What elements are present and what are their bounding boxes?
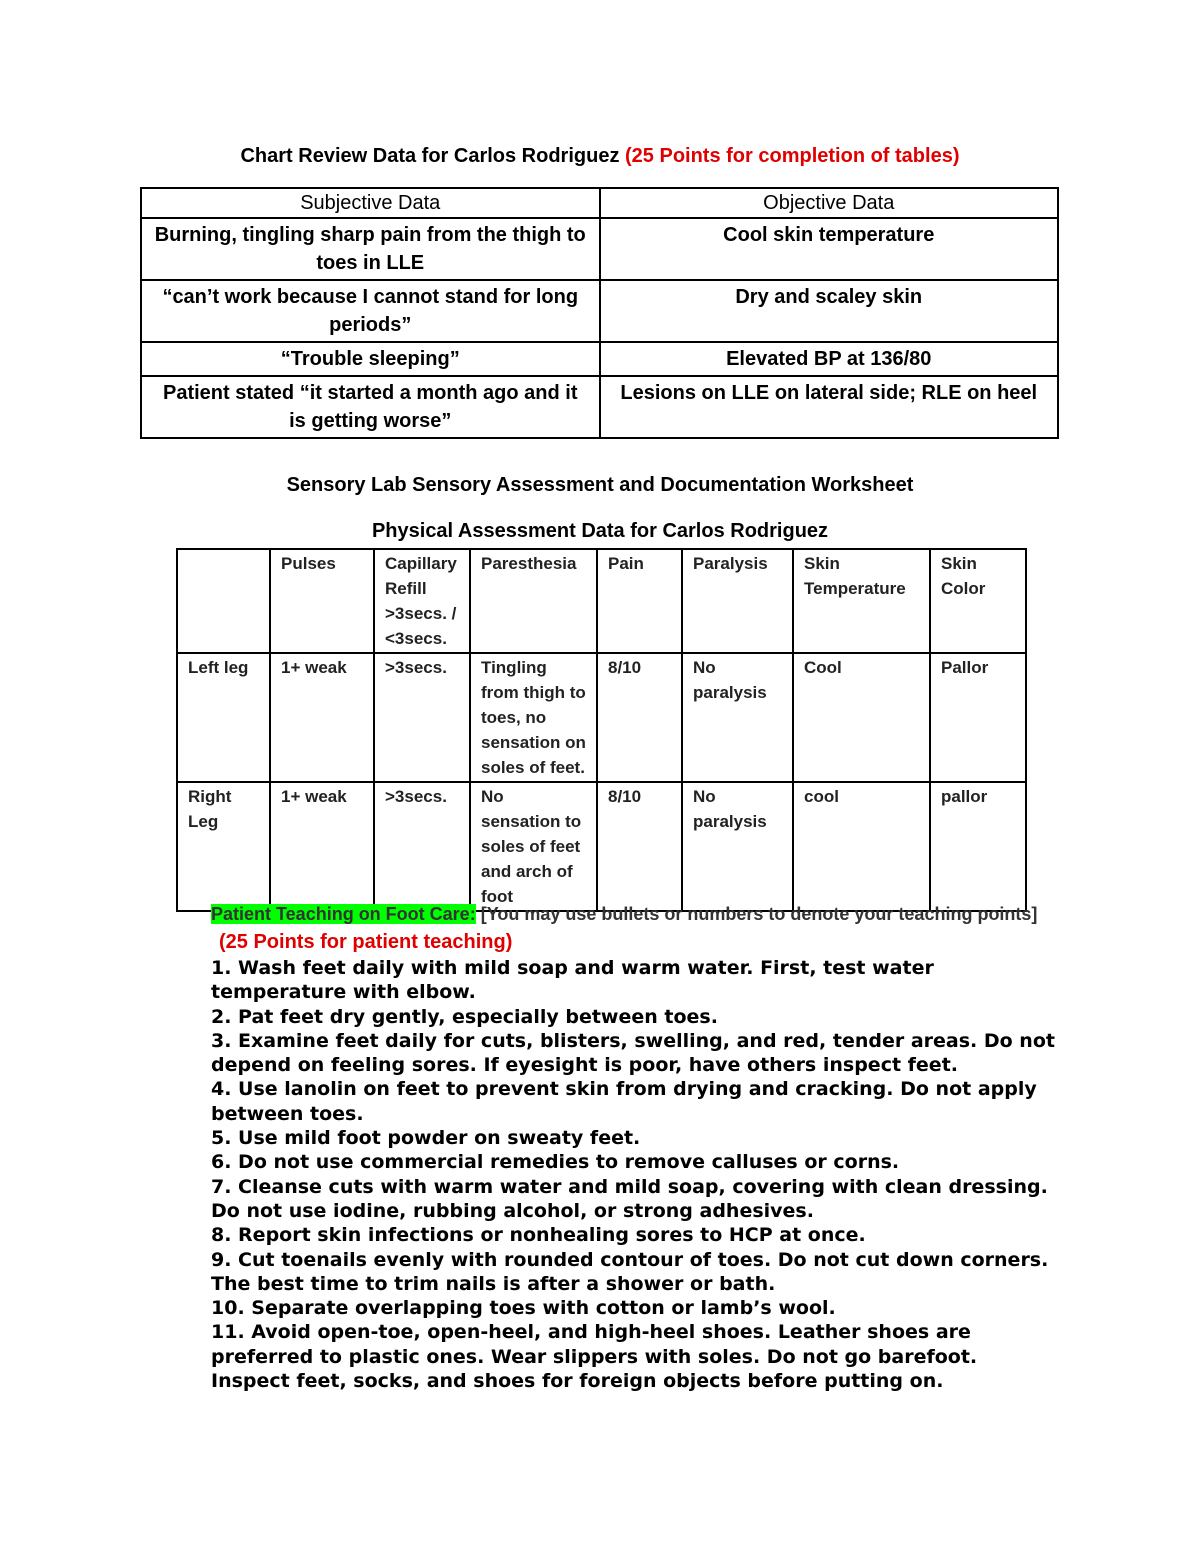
patient-teaching-section [211, 904, 1061, 1393]
table-cell: 1+ weak [270, 782, 374, 911]
table-row [177, 782, 1026, 911]
subjective-cell: “Trouble sleeping” [141, 342, 600, 376]
header-cell: Capillary Refill >3secs. / <3secs. [374, 549, 470, 653]
header-cell: Paresthesia [470, 549, 597, 653]
header-cell [177, 549, 270, 653]
chart-review-table [140, 187, 1059, 439]
list-item: 5. Use mild foot powder on sweaty feet. [211, 1127, 641, 1150]
list-item: 7. Cleanse cuts with warm water and mild soap, covering with clean dressing. Do not use iodine, rubbing alcohol, or strong adhesives. [211, 1175, 1048, 1222]
table-row [141, 376, 1058, 438]
subjective-header: Subjective Data [141, 188, 600, 218]
table-cell: Cool [793, 653, 930, 782]
row-label-cell: Right Leg [177, 782, 270, 911]
table-cell: >3secs. [374, 653, 470, 782]
table-header-row [177, 549, 1026, 653]
table-header-row [141, 188, 1058, 218]
subjective-cell: “can’t work because I cannot stand for long periods” [141, 280, 600, 342]
subjective-cell: Burning, tingling sharp pain from the thigh to toes in LLE [141, 218, 600, 280]
objective-cell: Cool skin temperature [600, 218, 1059, 280]
objective-cell: Dry and scaley skin [600, 280, 1059, 342]
table-cell: cool [793, 782, 930, 911]
header-cell: Pain [597, 549, 682, 653]
subjective-cell: Patient stated “it started a month ago and it is getting worse” [141, 376, 600, 438]
table-cell: Tingling from thigh to toes, no sensation on soles of feet. [470, 653, 597, 782]
chart-review-title [0, 145, 1200, 168]
teaching-label: Patient Teaching on Foot Care: [211, 904, 476, 924]
list-item: 10. Separate overlapping toes with cotton or lamb’s wool. [211, 1297, 836, 1320]
list-item: 1. Wash feet daily with mild soap and warm water. First, test water temperature with elbow. [211, 957, 934, 1004]
table-row [141, 342, 1058, 376]
table-cell: pallor [930, 782, 1026, 911]
list-item: 9. Cut toenails evenly with rounded contour of toes. Do not cut down corners. The best time to trim nails is after a shower or bath. [211, 1248, 1049, 1295]
header-cell: Skin Color [930, 549, 1026, 653]
table-cell: 8/10 [597, 653, 682, 782]
worksheet-title: Sensory Lab Sensory Assessment and Documentation Worksheet [286, 474, 914, 496]
teaching-label-line [211, 904, 1061, 925]
list-item: 4. Use lanolin on feet to prevent skin from drying and cracking. Do not apply between toes. [211, 1078, 1037, 1125]
physical-assessment-table [176, 548, 1027, 912]
list-item: 2. Pat feet dry gently, especially between toes. [211, 1005, 718, 1028]
chart-review-title-text: Chart Review Data for Carlos Rodriguez [240, 145, 620, 167]
header-cell: Paralysis [682, 549, 793, 653]
table-row [141, 218, 1058, 280]
row-label-cell: Left leg [177, 653, 270, 782]
header-cell: Pulses [270, 549, 374, 653]
objective-cell: Elevated BP at 136/80 [600, 342, 1059, 376]
objective-cell: Lesions on LLE on lateral side; RLE on heel [600, 376, 1059, 438]
table-cell: Pallor [930, 653, 1026, 782]
table-cell: No sensation to soles of feet and arch of foot [470, 782, 597, 911]
table-row [141, 280, 1058, 342]
table-cell: 8/10 [597, 782, 682, 911]
objective-header: Objective Data [600, 188, 1059, 218]
header-cell: Skin Temperature [793, 549, 930, 653]
list-item: 11. Avoid open-toe, open-heel, and high-heel shoes. Leather shoes are preferred to plastic ones. Wear slippers with soles. Do not go barefoot. Inspect feet, socks, and shoes for foreign objects before putting on. [211, 1321, 978, 1393]
table-cell: >3secs. [374, 782, 470, 911]
chart-review-points: (25 Points for completion of tables) [625, 145, 960, 167]
table-row [177, 653, 1026, 782]
table-cell: No paralysis [682, 782, 793, 911]
teaching-list [211, 956, 1061, 1393]
teaching-instruction: [You may use bullets or numbers to denote your teaching points] [480, 904, 1038, 924]
list-item: 3. Examine feet daily for cuts, blisters, swelling, and red, tender areas. Do not depend on feeling sores. If eyesight is poor, have others inspect feet. [211, 1029, 1055, 1077]
list-item: 8. Report skin infections or nonhealing sores to HCP at once. [211, 1224, 866, 1247]
list-item: 6. Do not use commercial remedies to remove calluses or corns. [211, 1151, 900, 1174]
teaching-points: (25 Points for patient teaching) [219, 931, 513, 953]
table-cell: 1+ weak [270, 653, 374, 782]
physical-assessment-title: Physical Assessment Data for Carlos Rodriguez [371, 520, 829, 542]
table-cell: No paralysis [682, 653, 793, 782]
